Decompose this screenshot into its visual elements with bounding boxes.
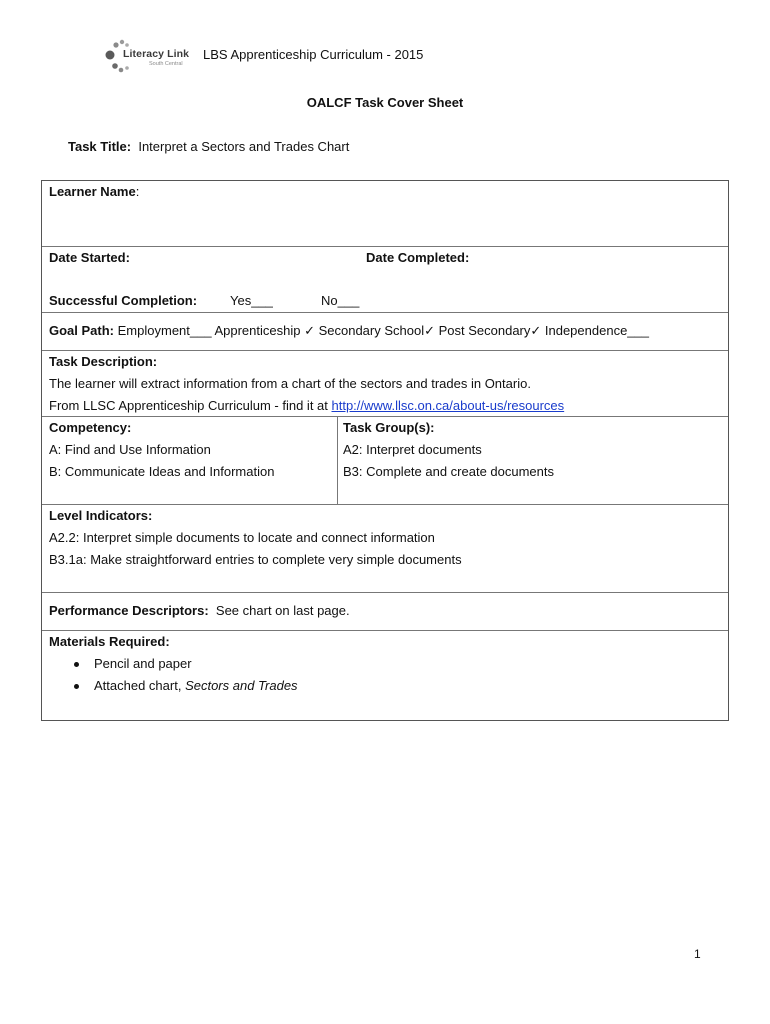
performance-descriptors [49,603,350,618]
task-title-label: Task Title: [68,139,132,154]
materials-row [42,631,728,720]
logo-text: Literacy Link [123,48,190,60]
competency-item-b: B: Communicate Ideas and Information [49,464,275,479]
goal-path-options[interactable]: Employment___ Apprenticeship ✓ Secondary School✓ Post Secondary✓ Independence___ [117,323,649,338]
materials-item-chart-title: Sectors and Trades [185,678,298,693]
level-indicators-label: Level Indicators: [49,508,153,523]
goal-path-label: Goal Path: [49,323,115,338]
task-description-row [42,351,728,417]
logo-subtext: South Central [149,61,183,67]
column-divider [337,417,338,504]
task-description-label: Task Description: [49,354,158,369]
performance-value: See chart on last page. [215,603,350,618]
competency-label: Competency: [49,420,132,435]
date-started-label[interactable]: Date Started: [49,250,130,265]
task-group-item-b3: B3: Complete and create documents [343,464,555,479]
materials-label: Materials Required: [49,634,170,649]
task-title-value: Interpret a Sectors and Trades Chart [138,139,350,154]
resources-link[interactable]: http://www.llsc.on.ca/about-us/resources [331,398,565,413]
performance-row [42,593,728,631]
competency-item-a: A: Find and Use Information [49,442,211,457]
competency-row [42,417,728,505]
task-description-line2-text: From LLSC Apprenticeship Curriculum - find it at [49,398,332,413]
bullet-icon [74,662,79,667]
materials-item-pencil: Pencil and paper [94,656,192,671]
goal-path-row [42,313,728,351]
date-completed-label[interactable]: Date Completed: [366,250,470,265]
yes-option[interactable]: Yes___ [230,293,273,308]
materials-item-chart-prefix: Attached chart, [94,678,186,693]
level-indicators-row [42,505,728,593]
goal-path [49,323,649,339]
successful-completion-label: Successful Completion: [49,293,198,308]
task-group-item-a2: A2: Interpret documents [343,442,482,457]
document-title: OALCF Task Cover Sheet [306,95,464,110]
dates-row [42,247,728,313]
page-header [103,36,424,76]
bullet-icon [74,684,79,689]
cover-sheet-form [41,180,729,721]
literacy-link-logo [103,37,191,75]
learner-name-colon: : [135,184,140,199]
learner-name-field[interactable] [49,184,139,199]
no-option[interactable]: No___ [321,293,360,308]
learner-name-row [42,181,728,247]
materials-item-chart [94,678,298,693]
task-groups-label: Task Group(s): [343,420,435,435]
learner-name-label: Learner Name [49,184,136,199]
task-description-line2 [49,398,564,413]
level-indicator-a22: A2.2: Interpret simple documents to locate and connect information [49,530,435,545]
header-title: LBS Apprenticeship Curriculum - 2015 [203,47,424,62]
task-description-line1: The learner will extract information from a chart of the sectors and trades in Ontario. [49,376,531,391]
page-number: 1 [694,947,701,961]
task-title [68,139,349,154]
level-indicator-b31a: B3.1a: Make straightforward entries to complete very simple documents [49,552,462,567]
performance-label: Performance Descriptors: [49,603,209,618]
